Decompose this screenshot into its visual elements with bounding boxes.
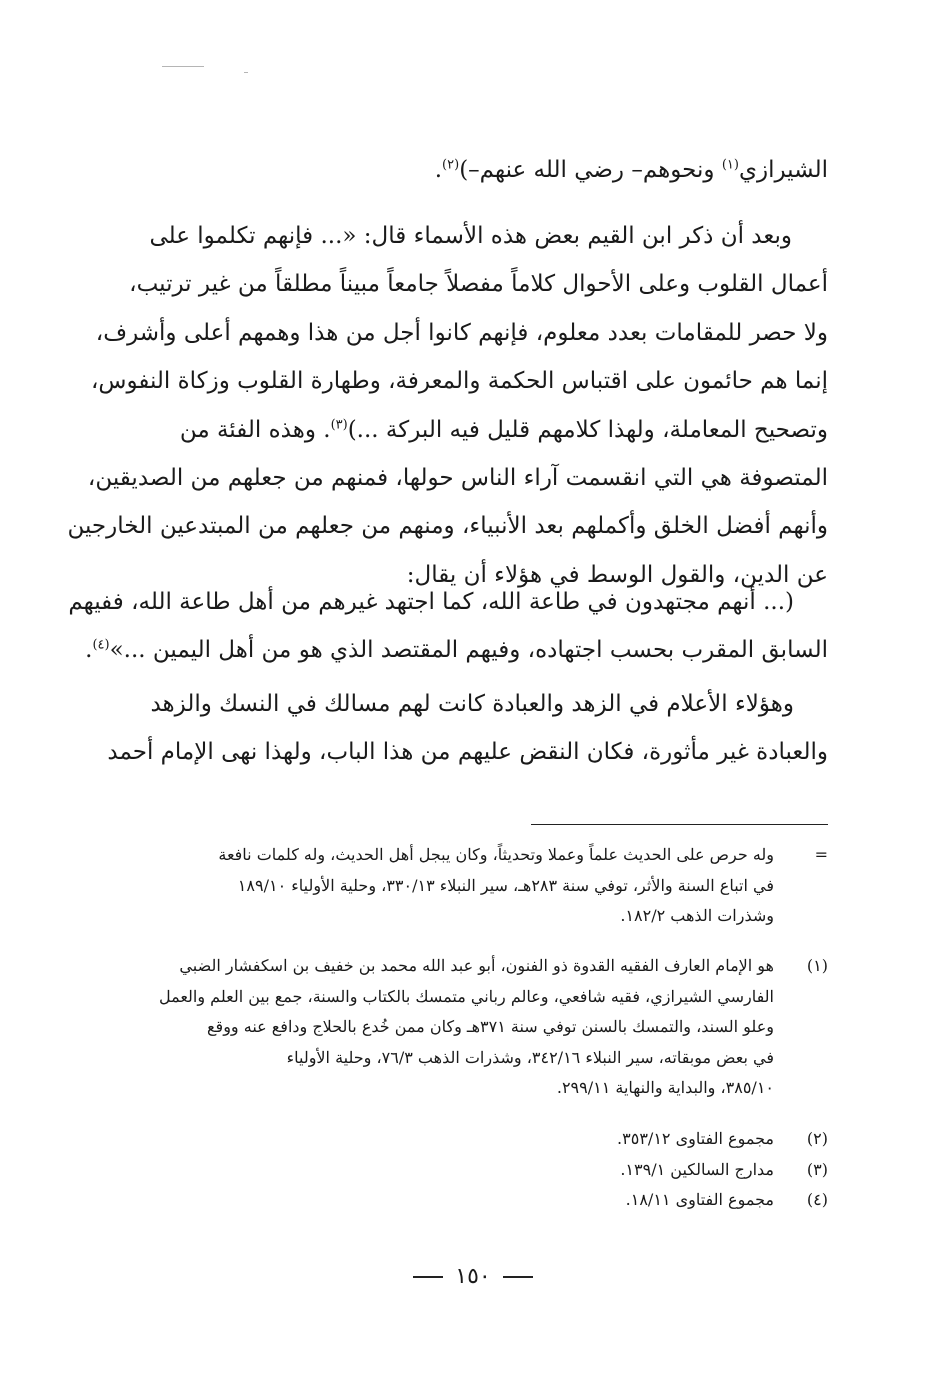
footnote-marker: (٢) bbox=[806, 1129, 828, 1148]
page-number-dash bbox=[503, 1276, 533, 1278]
text-span: الشيرازي bbox=[738, 157, 828, 183]
footnote-line: في بعض موبقاته، سير النبلاء ٣٤٢/١٦، وشذرات الذهب ٧٦/٣، وحلية الأولياء bbox=[286, 1047, 774, 1067]
text-span: ونحوهم– رضي الله عنهم–) bbox=[459, 157, 722, 183]
footnote-continued bbox=[130, 840, 828, 932]
footnote-ref: (٢) bbox=[442, 157, 460, 173]
text-line bbox=[130, 406, 828, 454]
footnote-2 bbox=[130, 1124, 828, 1155]
text-line: وبعد أن ذكر ابن القيم بعض هذه الأسماء قال: «... فإنهم تكلموا على bbox=[149, 223, 792, 249]
text-line: (... أنهم مجتهدون في طاعة الله، كما اجتهد غيرهم من أهل طاعة الله، ففيهم bbox=[68, 589, 794, 615]
text-span: السابق المقرب بحسب اجتهاده، وفيهم المقتصد الذي هو من أهل اليمين ...» bbox=[109, 637, 828, 664]
footnotes bbox=[130, 1124, 828, 1216]
footnote-marker: (١) bbox=[806, 956, 828, 975]
footnote-3 bbox=[130, 1155, 828, 1186]
paragraph-4 bbox=[107, 680, 828, 777]
text-span: وتصحيح المعاملة، ولهذا كلامهم قليل فيه البركة ...) bbox=[347, 416, 828, 443]
main-text bbox=[107, 680, 828, 777]
footnote-marker: (٣) bbox=[806, 1159, 828, 1179]
page-number-dash bbox=[413, 1276, 443, 1278]
footnote-line: وشذرات الذهب ١٨٢/٢. bbox=[620, 906, 774, 925]
footnote-line: مدارج السالكين ١٣٩/١. bbox=[620, 1159, 774, 1179]
scan-mark bbox=[162, 66, 204, 67]
footnotes bbox=[130, 951, 828, 1104]
text-span: . وهذه الفئة من bbox=[179, 416, 331, 443]
footnote-body bbox=[130, 840, 774, 932]
footnote-body bbox=[130, 1124, 774, 1155]
text-span: . bbox=[434, 157, 443, 183]
text-span: . bbox=[85, 637, 93, 664]
footnote-body bbox=[130, 1185, 774, 1216]
text-line: وهؤلاء الأعلام في الزهد والعبادة كانت لهم مسالك في النسك والزهد bbox=[150, 691, 794, 717]
footnote-line: مجموع الفتاوى ١٨/١١. bbox=[625, 1190, 774, 1209]
footnote-ref: (٤) bbox=[92, 637, 110, 653]
footnote-line: في اتباع السنة والأثر، توفي سنة ٢٨٣هـ، سير النبلاء ٣٣٠/١٣، وحلية الأولياء ١٨٩/١٠ bbox=[237, 875, 774, 895]
footnote-line: مجموع الفتاوى ٣٥٣/١٢. bbox=[617, 1129, 774, 1148]
paragraph-2 bbox=[67, 212, 828, 599]
paragraph-1 bbox=[130, 146, 828, 194]
text-line: المتصوفة هي التي انقسمت آراء الناس حولها، فمنهم من جعلهم من الصديقين، bbox=[87, 465, 828, 492]
footnote-marker: = bbox=[814, 845, 828, 864]
footnote-body bbox=[130, 951, 774, 1104]
footnote-body bbox=[130, 1155, 774, 1186]
footnote-4 bbox=[130, 1185, 828, 1216]
footnote-line: وعلو السند، والتمسك بالسنن توفي سنة ٣٧١هـ وكان ممن خُدع بالحلاج ودافع عنه ووقع bbox=[207, 1017, 774, 1036]
main-text bbox=[67, 212, 828, 599]
footnote-ref: (٣) bbox=[330, 416, 348, 432]
text-line: ولا حصر للمقامات بعدد معلوم، فإنهم كانوا أجل من هذا وهمهم أعلى وأشرف، bbox=[95, 319, 828, 346]
page-number-value: ١٥٠ bbox=[455, 1264, 491, 1289]
footnote-marker: (٤) bbox=[806, 1190, 828, 1209]
footnote-separator bbox=[531, 824, 828, 825]
footnote-line: وله حرص على الحديث علماً وعملا وتحديثاً، وكان يبجل أهل الحديث، وله كلمات نافعة bbox=[218, 845, 774, 864]
page-number bbox=[0, 1264, 946, 1289]
text-line: والعبادة غير مأثورة، فكان النقض عليهم من هذا الباب، ولهذا نهى الإمام أحمد bbox=[107, 739, 828, 766]
paragraph-3 bbox=[68, 578, 828, 675]
text-line bbox=[85, 626, 828, 674]
scan-mark bbox=[244, 72, 248, 73]
text-line: أعمال القلوب وعلى الأحوال كلاماً مفصلاً جامعاً مبيناً مطلقاً من غير ترتيب، bbox=[129, 271, 828, 298]
footnote-line: هو الإمام العارف الفقيه القدوة ذو الفنون، أبو عبد الله محمد بن خفيف بن اسكفشار الضبي bbox=[179, 956, 774, 975]
footnote-ref: (١) bbox=[721, 157, 739, 173]
text-line bbox=[130, 146, 828, 194]
text-line: إنما هم حائمون على اقتباس الحكمة والمعرفة، وطهارة القلوب وزكاة النفوس، bbox=[90, 368, 828, 395]
footnotes bbox=[130, 840, 828, 932]
footnote-line: الفارسي الشيرازي، فقيه شافعي، وعالم رباني متمسك بالكتاب والسنة، جمع بين العلم والعمل bbox=[158, 986, 774, 1006]
main-text bbox=[68, 578, 828, 675]
footnote-line: ٣٨٥/١٠، والبداية والنهاية ٢٩٩/١١. bbox=[556, 1078, 774, 1097]
main-text bbox=[130, 146, 828, 194]
footnote-1 bbox=[130, 951, 828, 1104]
text-line: عن الدين، والقول الوسط في هؤلاء أن يقال: bbox=[406, 561, 828, 588]
text-line: وأنهم أفضل الخلق وأكملهم بعد الأنبياء، ومنهم من جعلهم من المبتدعين الخارجين bbox=[67, 513, 828, 540]
